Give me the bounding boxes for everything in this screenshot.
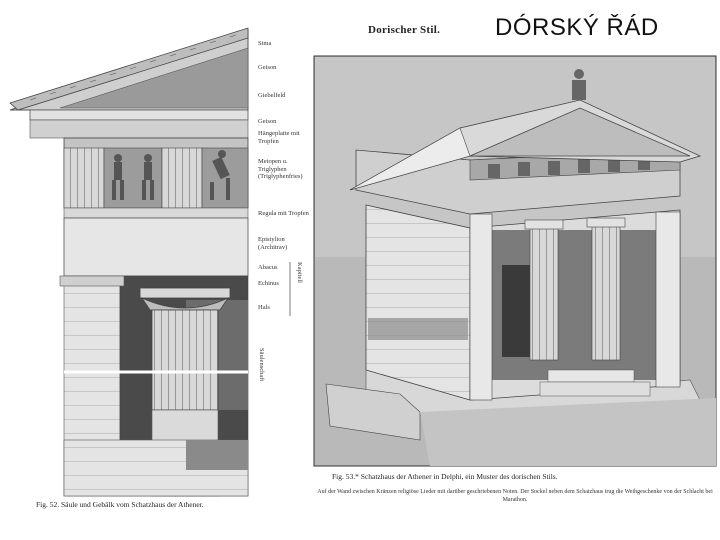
fig53-note: Auf der Wand zwischen Kränzen religiöse Lieder mit darüber geschriebenen Noten. Der Sockel neben dem Schatzhaus trug die Weihgeschenke von der Schlacht bei Marathon. (317, 489, 713, 503)
label-kapitell: Kapitell (296, 262, 303, 283)
label-abacus: Abacus (258, 264, 278, 271)
label-regula: Regula mit Tropfen (258, 210, 309, 217)
fig53-drawing (314, 56, 716, 466)
fig52-caption: Fig. 52. Säule und Gebälk vom Schatzhaus der Athener. (36, 500, 204, 509)
fig52-drawing (10, 28, 248, 496)
slide-title: DÓRSKÝ ŘÁD (495, 14, 659, 41)
page-header: Dorischer Stil. (368, 24, 441, 36)
label-hals: Hals (258, 304, 270, 311)
label-geison-2: Geison (258, 118, 277, 125)
fig53-caption: Fig. 53.* Schatzhaus der Athener in Delphi, ein Muster des dorischen Stils. (332, 472, 558, 481)
label-sima: Sima (258, 40, 272, 47)
label-echinus: Echinus (258, 280, 279, 287)
label-geison: Geison (258, 64, 277, 71)
label-giebelfeld: Giebelfeld (258, 92, 286, 99)
label-metopen: Metopen u. Triglyphen (Triglyphenfries) (258, 158, 303, 180)
label-epistylion: Epistylion (Architrav) (258, 236, 288, 251)
label-haengeplatte: Hängeplatte mit Tropfen (258, 130, 300, 145)
label-saeulenschaft: Säulenschaft (258, 348, 265, 382)
